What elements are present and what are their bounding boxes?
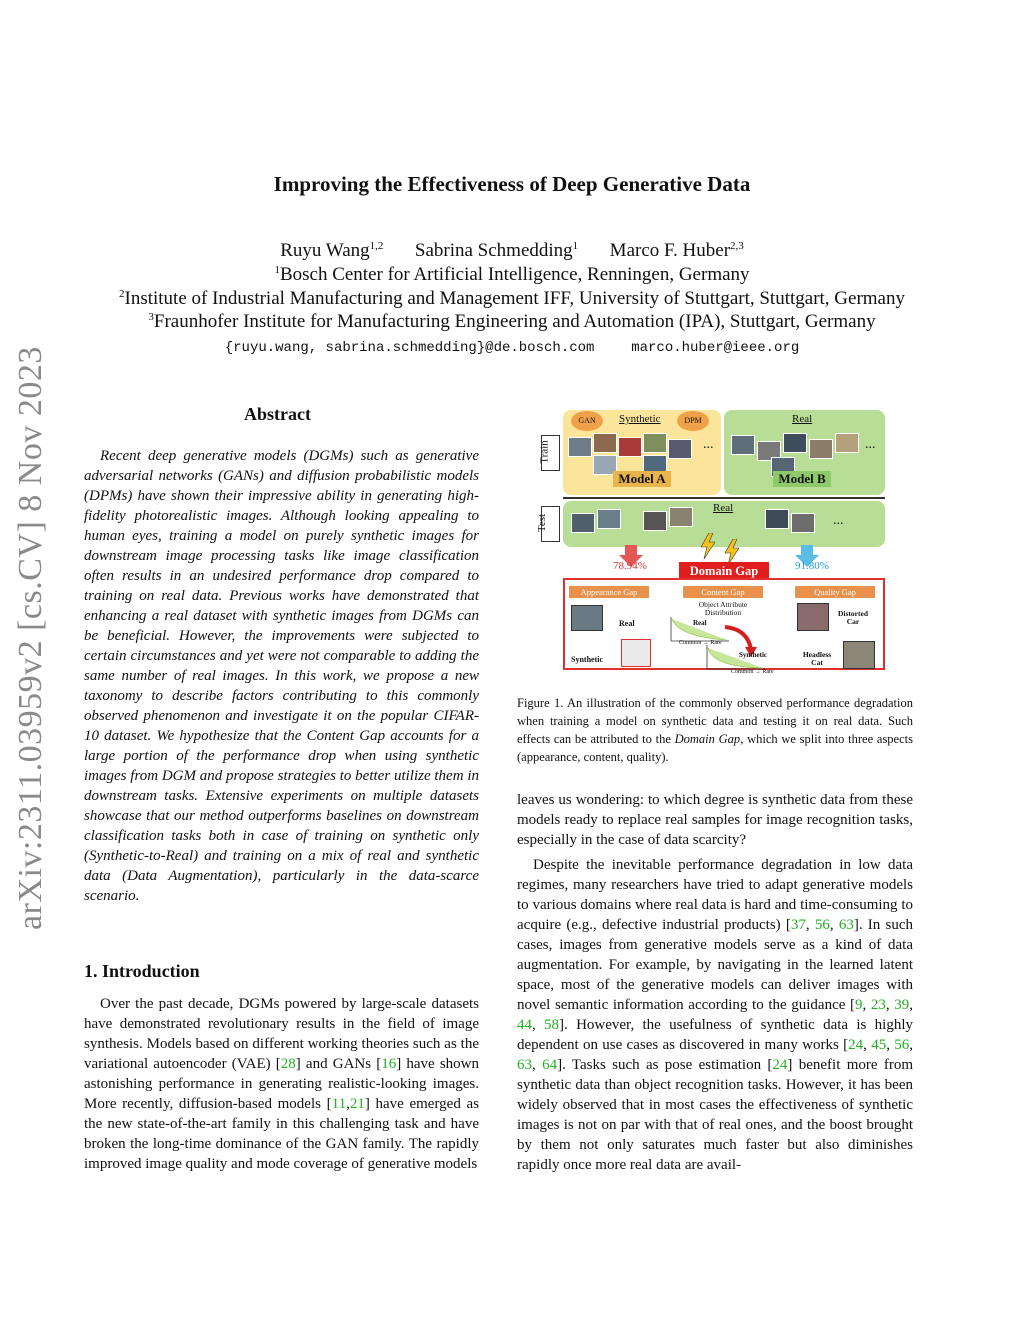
real-thumbnail <box>835 433 859 453</box>
headless-cat-label: Headless Cat <box>802 650 832 667</box>
headless-cat-image <box>843 641 875 669</box>
distorted-car-image <box>797 603 829 631</box>
more-real-dots: ... <box>865 437 876 452</box>
appearance-real-image <box>571 605 603 631</box>
appearance-gap-title: Appearance Gap <box>569 586 649 598</box>
abstract-heading: Abstract <box>244 404 311 424</box>
author-affiliation-sup: 1,2 <box>369 240 384 252</box>
real-label-test: Real <box>713 502 734 514</box>
affiliation-sup: 2 <box>119 288 125 300</box>
lightning-icon <box>701 533 715 559</box>
model-a-label: Model A <box>613 471 671 487</box>
more-test-dots: ... <box>833 513 844 528</box>
real-test-thumbnail <box>597 509 621 529</box>
author-affiliation-sup: 1 <box>572 240 579 252</box>
affiliation <box>0 264 1024 286</box>
citation-link[interactable]: 37 <box>790 917 806 933</box>
citation-link[interactable]: 63 <box>838 917 854 933</box>
quality-gap-title: Quality Gap <box>795 586 875 598</box>
author-list <box>0 240 1024 262</box>
affiliation-sup: 3 <box>148 311 154 323</box>
common-rare-label: Common → Rare <box>679 640 722 646</box>
content-synthetic-label: Synthetic <box>739 651 767 659</box>
citation-link[interactable]: 16 <box>381 1056 397 1072</box>
affiliation <box>0 288 1024 310</box>
author-emails <box>0 340 1024 356</box>
real-test-thumbnail <box>765 509 789 529</box>
train-test-divider <box>563 497 885 499</box>
intro-paragraph: Over the past decade, DGMs powered by large-scale datasets have demonstrated revolutionary results in the field of image synthesis. Models based on different working theories such as the variational autoencoder (VAE) [28] and GANs [16] have shown astonishing performance in generating realistic-looking images. More recently, diffusion-based models [11,21] have emerged as the new state-of-the-art family in this challenging task and have broken the long-time dominance of the GAN family. The rapidly improved image quality and mode coverage of generative models <box>84 996 480 1172</box>
appearance-synthetic-image <box>621 639 651 667</box>
affiliation-sup: 1 <box>274 264 280 276</box>
synthetic-thumbnail <box>643 433 667 453</box>
affiliation-text: Fraunhofer Institute for Manufacturing Engineering and Automation (IPA), Stuttgart, Germany <box>153 311 876 332</box>
affiliation-text: Bosch Center for Artificial Intelligence, Renningen, Germany <box>279 264 750 285</box>
affiliation-text: Institute of Industrial Manufacturing and Management IFF, University of Stuttgart, Stuttgart, Germany <box>124 288 905 309</box>
right-column-paragraph: Despite the inevitable performance degradation in low data regimes, many researchers have tried to adapt generative models to various domains where real data is hard and time-consuming to acquire (e.g., defective industrial products) [37, 56, 63]. In such cases, images from generative models serve as a kind of data augmentation. For example, by navigating in the learned latent space, most of the generative models can deliver images with novel semantic information according to the guidance [9, 23, 39, 44, 58]. However, the usefulness of synthetic data is highly dependent on use cases as discovered in many works [24, 45, 56, 63, 64]. Tasks such as pose estimation [24] benefit more from synthetic data than object recognition tasks. However, it has been widely observed that in most cases the effectiveness of synthetic images is not on par with that of real ones, and the boost brought by them not only saturates much faster but also diminishes rapidly once more real data are avail- <box>517 857 914 1173</box>
citation-link[interactable]: 24 <box>772 1057 788 1073</box>
real-thumbnail <box>809 439 833 459</box>
author-name: Sabrina Schmedding <box>414 240 573 261</box>
train-label: Train <box>541 435 560 471</box>
object-attribute-distribution-label: Object Attribute Distribution <box>698 600 748 617</box>
affiliation <box>0 311 1024 333</box>
section-heading-introduction: 1. Introduction <box>84 961 200 981</box>
model-b-accuracy: 91.80% <box>795 560 829 572</box>
citation-link[interactable]: 28 <box>280 1056 296 1072</box>
email-group[interactable]: {ruyu.wang, sabrina.schmedding}@de.bosch.com <box>224 340 595 356</box>
real-test-thumbnail <box>669 507 693 527</box>
test-label: Test <box>541 506 560 542</box>
citation-link[interactable]: 9 <box>855 997 863 1013</box>
figure-1-caption: Figure 1. An illustration of the commonly observed performance degradation when training a model on synthetic data and testing it on real data. Such effects can be attributed to the Domain Gap, which we split into three aspects (appearance, content, quality). <box>517 696 913 764</box>
synthetic-thumbnail <box>568 437 592 457</box>
common-rare-label: Common → Rare <box>731 669 774 675</box>
figure-1 <box>533 405 893 690</box>
content-gap-title: Content Gap <box>683 586 763 598</box>
dpm-cloud: DPM <box>677 411 709 431</box>
synthetic-thumbnail <box>618 437 642 457</box>
real-test-thumbnail <box>791 513 815 533</box>
citation-link[interactable]: 39 <box>894 997 910 1013</box>
content-real-label: Real <box>693 619 707 627</box>
domain-gap-label: Domain Gap <box>679 562 769 580</box>
real-thumbnail <box>783 433 807 453</box>
citation-link[interactable]: 64 <box>542 1057 558 1073</box>
distorted-car-label: Distorted Car <box>838 609 868 626</box>
citation-link[interactable]: 11 <box>331 1096 347 1112</box>
model-b-label: Model B <box>773 471 831 487</box>
citation-link[interactable]: 63 <box>517 1057 532 1073</box>
synthetic-thumbnail <box>668 439 692 459</box>
abstract-text: Recent deep generative models (DGMs) such as generative adversarial networks (GANs) and diffusion probabilistic models (DPMs) have shown their impressive ability in generating high-fidelity photorealistic images. Although looking appealing to human eyes, training a model on purely synthetic images for downstream image processing tasks like image classification often results in an undesired performance drop compared to training on real data. Previous works have demonstrated that enhancing a real dataset with synthetic images from DGMs can be beneficial. However, the improvements were subjected to certain circumstances and yet were not comparable to adding the same number of real images. In this work, we propose a new taxonomy to describe factors contributing to this commonly observed phenomenon and investigate it on the popular CIFAR-10 dataset. We hypothesize that the Content Gap accounts for a large portion of the performance drop when using synthetic images from DGM and propose strategies to better utilize them in downstream tasks. Extensive experiments on multiple datasets showcase that our method outperforms baselines on downstream classification tasks both in case of training on synthetic only (Synthetic-to-Real) and training on a mix of real and synthetic data (Data Augmentation), particularly in the data-scarce scenario. <box>84 448 479 904</box>
citation-link[interactable]: 58 <box>544 1017 560 1033</box>
synthetic-thumbnail <box>593 433 617 453</box>
appearance-real-label: Real <box>619 619 635 628</box>
citation-link[interactable]: 45 <box>871 1037 887 1053</box>
citation-link[interactable]: 44 <box>517 1017 532 1033</box>
author-name: Marco F. Huber <box>609 240 731 261</box>
author-affiliation-sup: 2,3 <box>730 240 744 252</box>
citation-link[interactable]: 56 <box>814 917 830 933</box>
citation-link[interactable]: 21 <box>349 1096 365 1112</box>
synthetic-label: Synthetic <box>619 413 661 425</box>
more-synthetic-dots: ... <box>703 437 714 452</box>
appearance-synthetic-label: Synthetic <box>571 655 603 664</box>
author-name: Ruyu Wang <box>280 240 370 261</box>
gan-cloud: GAN <box>571 411 603 431</box>
paper-title: Improving the Effectiveness of Deep Generative Data <box>273 172 751 196</box>
email-single[interactable]: marco.huber@ieee.org <box>631 340 800 356</box>
citation-link[interactable]: 23 <box>870 997 886 1013</box>
citation-link[interactable]: 24 <box>848 1037 864 1053</box>
right-column-paragraph: leaves us wondering: to which degree is synthetic data from these models ready to replace real samples for image recognition tasks, especially in the case of data scarcity? <box>517 792 913 848</box>
model-a-accuracy: 78.94% <box>613 560 647 572</box>
citation-link[interactable]: 56 <box>894 1037 910 1053</box>
arxiv-identifier: arXiv:2311.03959v2 [cs.CV] 8 Nov 2023 <box>12 346 49 930</box>
real-test-thumbnail <box>643 511 667 531</box>
real-label-train: Real <box>792 413 813 425</box>
real-thumbnail <box>731 435 755 455</box>
real-test-thumbnail <box>571 513 595 533</box>
